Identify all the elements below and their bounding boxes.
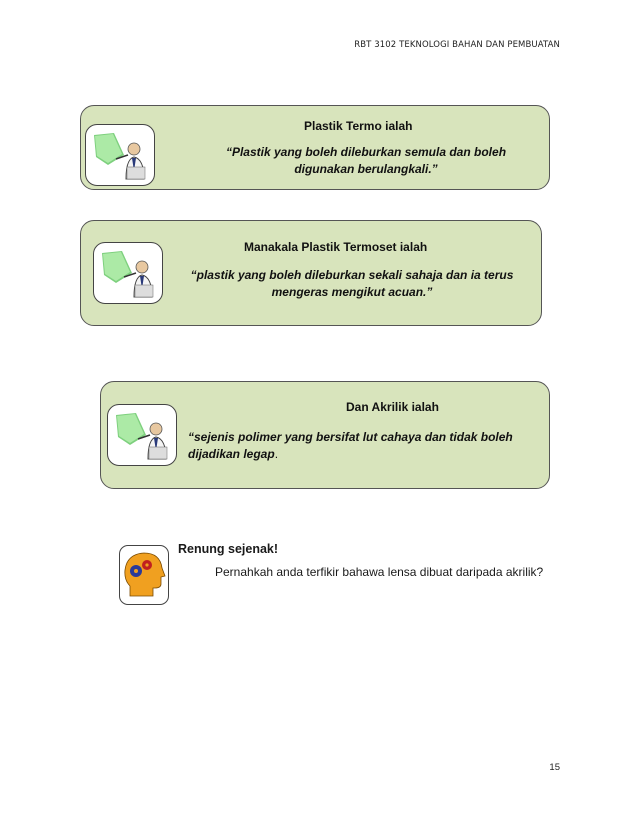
box-title: Manakala Plastik Termoset ialah bbox=[244, 240, 428, 254]
quote-line: “plastik yang boleh dileburkan sekali sahaja dan ia terus bbox=[190, 268, 514, 282]
definition-box-akrilik bbox=[100, 381, 550, 489]
box-quote bbox=[177, 267, 527, 301]
box-title: Dan Akrilik ialah bbox=[346, 400, 439, 414]
definition-box-termo bbox=[80, 105, 550, 190]
definition-box-termoset bbox=[80, 220, 542, 326]
quote-line: mengeras mengikut acuan.” bbox=[271, 285, 433, 299]
reflection-question: Pernahkah anda terfikir bahawa lensa dibuat daripada akrilik? bbox=[215, 565, 544, 579]
box-title: Plastik Termo ialah bbox=[304, 119, 413, 133]
teacher-presenting-icon bbox=[107, 404, 177, 466]
box-quote bbox=[201, 144, 531, 178]
quote-text: dijadikan legap bbox=[188, 447, 275, 461]
box-quote bbox=[188, 429, 538, 463]
quote-line bbox=[188, 446, 538, 463]
page-number: 15 bbox=[549, 762, 560, 773]
quote-period: . bbox=[274, 447, 279, 461]
teacher-presenting-icon bbox=[85, 124, 155, 186]
quote-line: “sejenis polimer yang bersifat lut cahaya dan tidak boleh bbox=[188, 430, 513, 444]
quote-line: “Plastik yang boleh dileburkan semula dan boleh bbox=[225, 145, 507, 159]
reflection-title: Renung sejenak! bbox=[178, 542, 279, 556]
quote-line: digunakan berulangkali.” bbox=[294, 162, 438, 176]
teacher-presenting-icon bbox=[93, 242, 163, 304]
thinking-head-icon bbox=[119, 545, 169, 605]
running-header: RBT 3102 TEKNOLOGI BAHAN DAN PEMBUATAN bbox=[354, 40, 560, 50]
